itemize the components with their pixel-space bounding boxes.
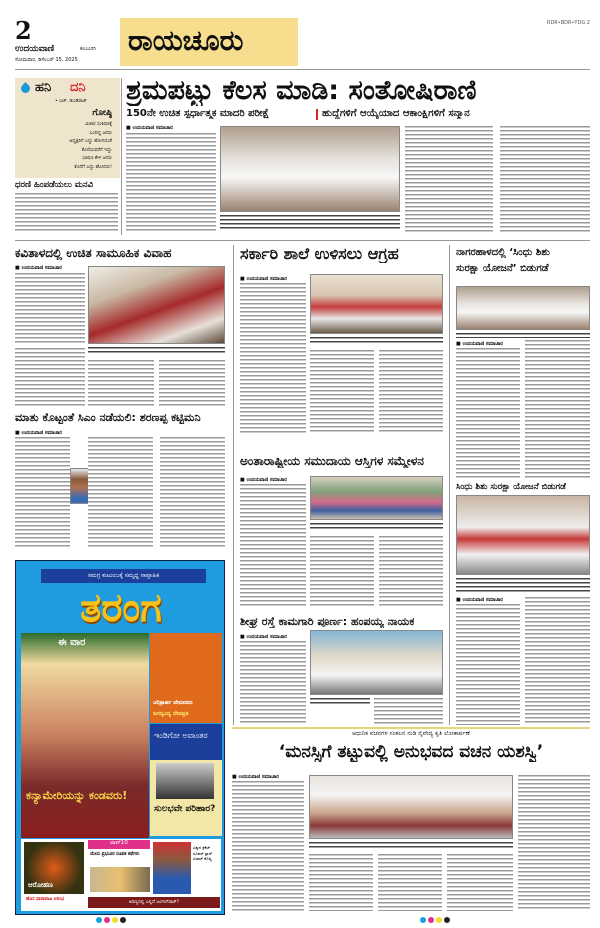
hani-dani-box — [15, 78, 120, 178]
registration-mark — [428, 917, 434, 923]
school-byline: ■ ಉದಯವಾಣಿ ಸಮಾಚಾರ — [240, 276, 287, 282]
school-body-a — [240, 283, 306, 433]
vachana-body-e — [518, 775, 590, 911]
lead-body-col2 — [405, 126, 493, 234]
sindhu-top-caption — [456, 333, 590, 338]
poem-line: ಭಾಷಣ ಕೇಳಿ ಜನರು — [82, 156, 112, 161]
conference-byline: ■ ಉದಯವಾಣಿ ಸಮಾಚಾರ — [240, 477, 287, 483]
vachana-body-d — [447, 854, 513, 911]
page-number: 2 — [15, 16, 32, 45]
wedding-headline: ಕವಿತಾಳದಲ್ಲಿ ಉಚಿತ ಸಾಮೂಹಿಕ ವಿವಾಹ — [15, 247, 172, 260]
lead-body-col1 — [126, 133, 216, 233]
ad-panel-2 — [150, 633, 222, 723]
sindhu-bottom-byline: ■ ಉದಯವಾಣಿ ಸಮಾಚಾರ — [456, 597, 503, 603]
cm-headline: ಮಾತು ಕೊಟ್ಟಂತೆ ಸಿಎಂ ನಡೆಯಲಿ: ಶರಣಪ್ಪ ಕಟ್ಟಿಮನಿ — [15, 412, 201, 424]
ad-cricket-text: ವಿಶ್ವದ ಕ್ರಿಕೆಟ್ ಸೂಪರ್ ಸ್ಟಾರ್ ವಿರಾಟ್ ಕೊಹ್ಲಿ — [193, 845, 213, 862]
ad-story-2a: ಚರಿತ್ರಾರ್ಹ ವೇದಪಠಣ — [153, 700, 193, 706]
road-headline: ಶೀಘ್ರ ರಸ್ತೆ ಕಾಮಗಾರಿ ಪೂರ್ಣ: ಹಂಪಯ್ಯ ನಾಯಕ — [240, 616, 415, 628]
lead-byline: ■ ಉದಯವಾಣಿ ಸಮಾಚಾರ — [126, 125, 173, 131]
hani-author: • ಎಚ್. ಡುಂಡಿರಾಜ್ — [55, 99, 87, 104]
vachana-photo — [309, 775, 513, 839]
cm-body-a — [15, 437, 70, 549]
ad-cover-story: ಕನ್ಯಾಮೇರಿಯನ್ನು ಕಂಡವರು! — [26, 789, 128, 802]
conference-body-c — [379, 536, 443, 608]
ad-tagline: ಸಮಗ್ರ ಕುಟುಂಬಕ್ಕೆ ಸಮೃದ್ಧ ಸಾಪ್ತಾಹಿಕ — [41, 569, 206, 583]
ad-brand-logo: ತರಂಗ — [80, 585, 162, 631]
cm-body-c — [160, 437, 225, 549]
vachana-headline: ‘ಮನಸ್ಸಿಗೆ ತಟ್ಟುವಲ್ಲಿ ಅನುಭವದ ವಚನ ಯಶಸ್ವಿ’ — [278, 743, 544, 762]
poem-lines — [69, 121, 112, 172]
ad-story-3-photo — [156, 763, 214, 799]
sindhu-bottom-headline: ಸಿಂಧು ಶಿಶು ಸುರಕ್ಷಾ ಯೋಜನೆ ಬಿಡುಗಡೆ — [456, 483, 566, 492]
vachana-body-b — [309, 854, 373, 911]
poem-line: ಕೊನೆಯವರೆಗೆ ಇದ್ದು — [81, 147, 112, 153]
sindhu-top-headline-1: ನಾಗರಹಾಳದಲ್ಲಿ ‘ಸಿಂಧು ಶಿಶು — [456, 247, 550, 258]
ad-story-3b: ಸುಲಭವೇ ಪರಿಹಾರ? — [154, 804, 216, 814]
ad-top10: ಟಾಪ್10 — [88, 840, 150, 849]
dharani-headline: ಧರಣಿ ಹಿಂಪಡೆಯಲು ಮನವಿ — [15, 181, 94, 190]
poem-line: ಅಧ್ಯಕ್ಷರಿಗೆ ಎದ್ದು ಹೋಗದಂತೆ — [69, 139, 112, 144]
road-photo — [310, 630, 443, 695]
lead-photo — [220, 126, 400, 212]
poem-title: ಗೋಷ್ಠಿ — [92, 108, 112, 118]
sindhu-bottom-photo — [456, 495, 590, 575]
registration-mark — [444, 917, 450, 923]
school-body-b — [310, 350, 374, 433]
vachana-byline: ■ ಉದಯವಾಣಿ ಸಮಾಚಾರ — [232, 774, 279, 780]
school-headline: ಸರ್ಕಾರಿ ಶಾಲೆ ಉಳಿಸಲು ಆಗ್ರಹ — [240, 245, 399, 263]
sindhu-bottom-caption — [456, 578, 590, 593]
wedding-photo-caption — [88, 347, 225, 355]
ad-panel-3-top — [150, 724, 222, 760]
ad-story-2b: ಜಗದ್ವಂದ್ಯ ದೇವವ್ರತ — [153, 711, 189, 717]
vachana-body-a — [232, 781, 304, 911]
ad-story-3: ಇಂಡಿಗೋ ಅವಾಂತರ — [154, 731, 208, 740]
sindhu-bottom-body-b — [525, 597, 590, 725]
lead-body-col3 — [500, 126, 590, 234]
wedding-body-b — [15, 348, 85, 406]
sindhu-top-body-a — [456, 348, 520, 478]
vachana-body-c — [378, 854, 442, 911]
vachana-photo-caption — [309, 842, 513, 850]
conference-body-a — [240, 484, 306, 608]
sindhu-top-headline-2: ಸುರಕ್ಷಾ ಯೋಜನೆ’ ಬಿಡುಗಡೆ — [456, 263, 549, 274]
date: ಸೋಮವಾರ, ಡಿಸೆಂಬರ್ 15, 2025 — [15, 57, 78, 63]
cm-body-b — [88, 437, 153, 549]
cm-byline: ■ ಉದಯವಾಣಿ ಸಮಾಚಾರ — [15, 430, 62, 436]
column-rule — [233, 245, 234, 725]
ad-top10-text: ಯೇಸು ಪ್ರಭುವಿನ ರೂಪಕ ಕಥೆಗಳು — [90, 852, 140, 857]
poem-line: ಕೊನೆಗೆ ಎದ್ದು ಹೋದರು! — [74, 164, 112, 170]
subhead-divider — [316, 109, 318, 120]
road-body-a — [240, 641, 306, 725]
dani-title: ದನಿ — [70, 80, 86, 95]
ad-cover-panel — [21, 633, 149, 838]
edition-code: RDR•BDR•YDG 2 — [546, 20, 590, 26]
taranga-advertisement[interactable] — [15, 560, 225, 915]
drop-icon — [19, 82, 32, 95]
ad-serial-sub: ಹೊಸ ಧಾರಾವಾಹಿ ಆರಂಭ — [26, 897, 65, 902]
school-photo-caption — [310, 337, 443, 345]
lead-subhead-b: ಹುದ್ದೆಗಳಿಗೆ ಆಯ್ಕೆಯಾದ ಆಕಾಂಕ್ಷಿಗಳಿಗೆ ಸನ್ಮಾನ — [322, 108, 470, 119]
section-title: ರಾಯಚೂರು — [128, 24, 244, 57]
vachana-top-rule — [232, 727, 590, 729]
column-rule — [121, 78, 122, 235]
lead-headline: ಶ್ರಮಪಟ್ಟು ಕೆಲಸ ಮಾಡಿ: ಸಂತೋಷಿರಾಣಿ — [126, 76, 477, 106]
sindhu-top-byline: ■ ಉದಯವಾಣಿ ಸಮಾಚಾರ — [456, 341, 503, 347]
header-rule — [15, 69, 590, 70]
school-photo — [310, 274, 443, 334]
sindhu-top-body-b — [525, 340, 590, 478]
poem-line: ವಿಚಾರ ಸಂಕಿರಣಕ್ಕೆ — [85, 122, 112, 127]
registration-mark — [420, 917, 426, 923]
ad-cricket-photo — [153, 842, 191, 894]
registration-mark — [436, 917, 442, 923]
registration-mark — [112, 917, 118, 923]
conference-photo-caption — [310, 523, 443, 531]
wedding-body-a — [15, 273, 85, 345]
conference-headline: ಅಂತಾರಾಷ್ಟ್ರೀಯ ಸಮುದಾಯ ಆಸ್ತಿಗಳ ಸಮ್ಮೇಳನ — [240, 455, 424, 468]
hani-title: ಹನಿ — [35, 80, 52, 95]
vachana-kicker: ಆಧುನಿಕ ವಚನಗಳ ಸಂಕಲನ ನುಡಿ ನೈವೇದ್ಯ ಕೃತಿ ಲೋಕಾರ್ಪಣೆ — [352, 731, 470, 737]
wedding-body-c — [88, 360, 154, 406]
road-byline: ■ ಉದಯವಾಣಿ ಸಮಾಚಾರ — [240, 634, 287, 640]
school-body-c — [379, 350, 443, 433]
sindhu-bottom-body-a — [456, 604, 520, 725]
road-photo-caption — [310, 698, 370, 706]
ad-this-week: ಈ ವಾರ — [58, 637, 86, 648]
lead-photo-caption — [220, 215, 400, 230]
column-rule — [449, 245, 450, 725]
ad-top10-photo — [90, 867, 150, 892]
wedding-photo — [88, 266, 225, 344]
wedding-body-d — [159, 360, 225, 406]
edition: ಕಲಬುರಗಿ — [80, 46, 96, 52]
poem-line: ಬಂದಿದ್ದ ಜನರು — [89, 130, 112, 136]
road-body-b — [374, 698, 443, 725]
registration-mark — [96, 917, 102, 923]
ad-footer: ಅರಣ್ಯದಲ್ಲಿ ಎಲ್ಲಿದೆ ಜಂಗಲ್‌ರಾಜ್? — [88, 897, 220, 908]
section-rule — [15, 240, 590, 241]
wedding-byline: ■ ಉದಯವಾಣಿ ಸಮಾಚಾರ — [15, 265, 62, 271]
sindhu-top-photo — [456, 286, 590, 330]
registration-mark — [120, 917, 126, 923]
conference-photo — [310, 476, 443, 520]
ad-serial: ಆರೋಹಣ — [28, 881, 53, 889]
dharani-body — [15, 193, 118, 233]
conference-body-b — [310, 536, 374, 608]
paper-name: ಉದಯವಾಣಿ — [15, 44, 55, 54]
registration-mark — [104, 917, 110, 923]
lead-subhead-a: 150ನೇ ಉಚಿತ ಸ್ಪರ್ಧಾತ್ಮಕ ಮಾದರಿ ಪರೀಕ್ಷೆ — [126, 108, 270, 119]
